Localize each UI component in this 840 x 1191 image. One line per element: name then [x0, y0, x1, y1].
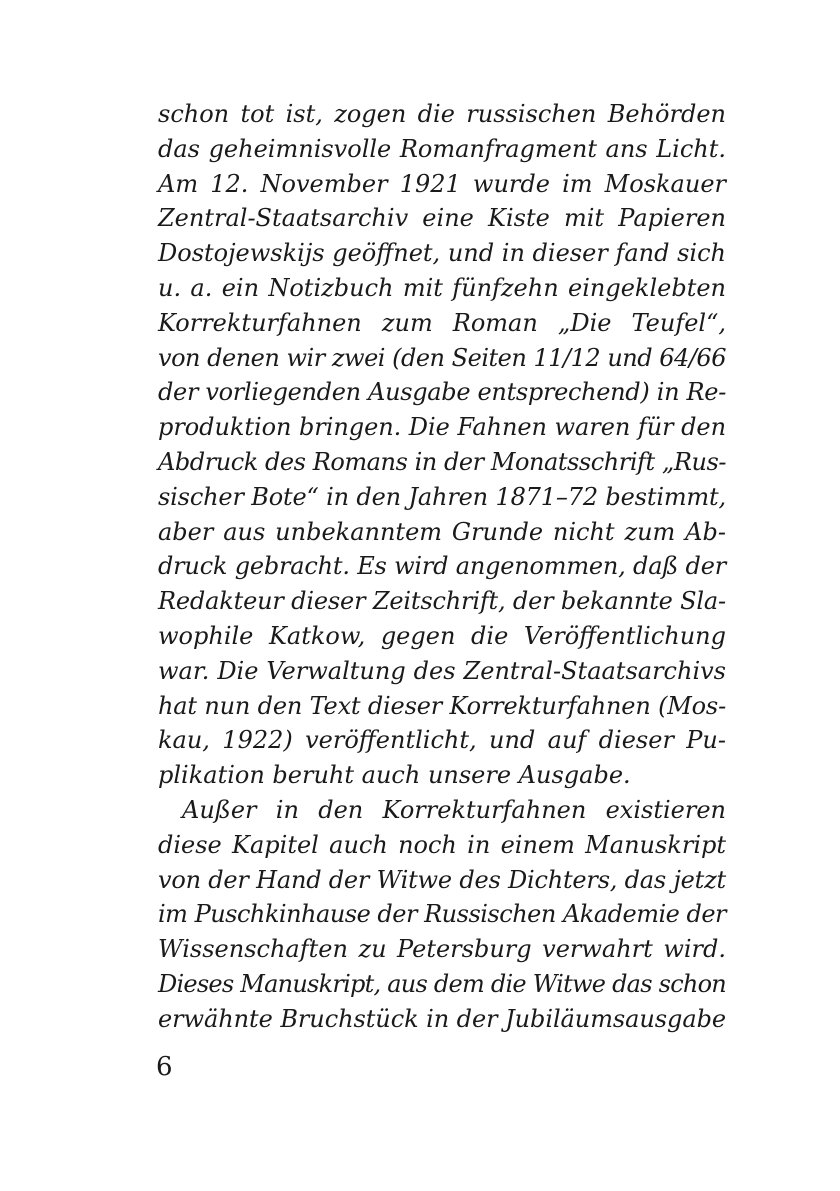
- text-line: produktion bringen. Die Fahnen waren für den: [158, 413, 726, 442]
- page-number: 6: [156, 1052, 173, 1082]
- text-line: Redakteur dieser Zeitschrift, der bekannte Sla-: [158, 587, 726, 616]
- text-line: Abdruck des Romans in der Monatsschrift „Rus-: [158, 447, 727, 476]
- text-line: wophile Katkow, gegen die Veröffentlichung: [158, 621, 726, 650]
- text-line: plikation beruht auch unsere Ausgabe.: [158, 761, 631, 790]
- text-line: kau, 1922) veröffentlicht, und auf dieser Pu-: [158, 726, 726, 755]
- text-line: Außer in den Korrekturfahnen existieren: [182, 795, 726, 824]
- text-line: von denen wir zwei (den Seiten 11/12 und 64/66: [158, 343, 726, 372]
- text-line: schon tot ist, zogen die russischen Behörden: [158, 100, 726, 128]
- text-line: diese Kapitel auch noch in einem Manuskript: [158, 830, 726, 859]
- text-line: Dieses Manuskript, aus dem die Witwe das schon: [158, 969, 726, 998]
- text-line: Wissenschaften zu Petersburg verwahrt wird.: [158, 935, 726, 964]
- paragraph-manuscript: [158, 793, 726, 1037]
- text-line: u. a. ein Notizbuch mit fünfzehn eingeklebten: [158, 273, 726, 302]
- text-line: das geheimnisvolle Romanfragment ans Licht.: [158, 134, 726, 163]
- text-line: hat nun den Text dieser Korrekturfahnen (Mos-: [158, 691, 726, 720]
- text-line: sischer Bote“ in den Jahren 1871–72 bestimmt,: [158, 482, 726, 511]
- text-line: von der Hand der Witwe des Dichters, das jetzt: [158, 865, 726, 894]
- text-line: im Puschkinhause der Russischen Akademie der: [158, 900, 726, 929]
- text-line: Dostojewskijs geöffnet, und in dieser fand sich: [158, 239, 726, 268]
- body-text: [158, 97, 726, 1037]
- text-line: der vorliegenden Ausgabe entsprechend) in Re-: [158, 378, 726, 407]
- text-line: druck gebracht. Es wird angenommen, daß der: [158, 552, 727, 581]
- text-line: erwähnte Bruchstück in der Jubiläumsausgabe: [158, 1004, 727, 1033]
- paragraph-archive-history: [158, 97, 726, 793]
- text-line: Korrekturfahnen zum Roman „Die Teufel“,: [158, 308, 726, 337]
- text-line: Am 12. November 1921 wurde im Moskauer: [158, 169, 726, 198]
- text-line: aber aus unbekanntem Grunde nicht zum Ab-: [158, 517, 726, 546]
- text-line: Zentral-Staatsarchiv eine Kiste mit Papieren: [158, 204, 726, 233]
- text-line: war. Die Verwaltung des Zentral-Staatsarchivs: [158, 656, 726, 685]
